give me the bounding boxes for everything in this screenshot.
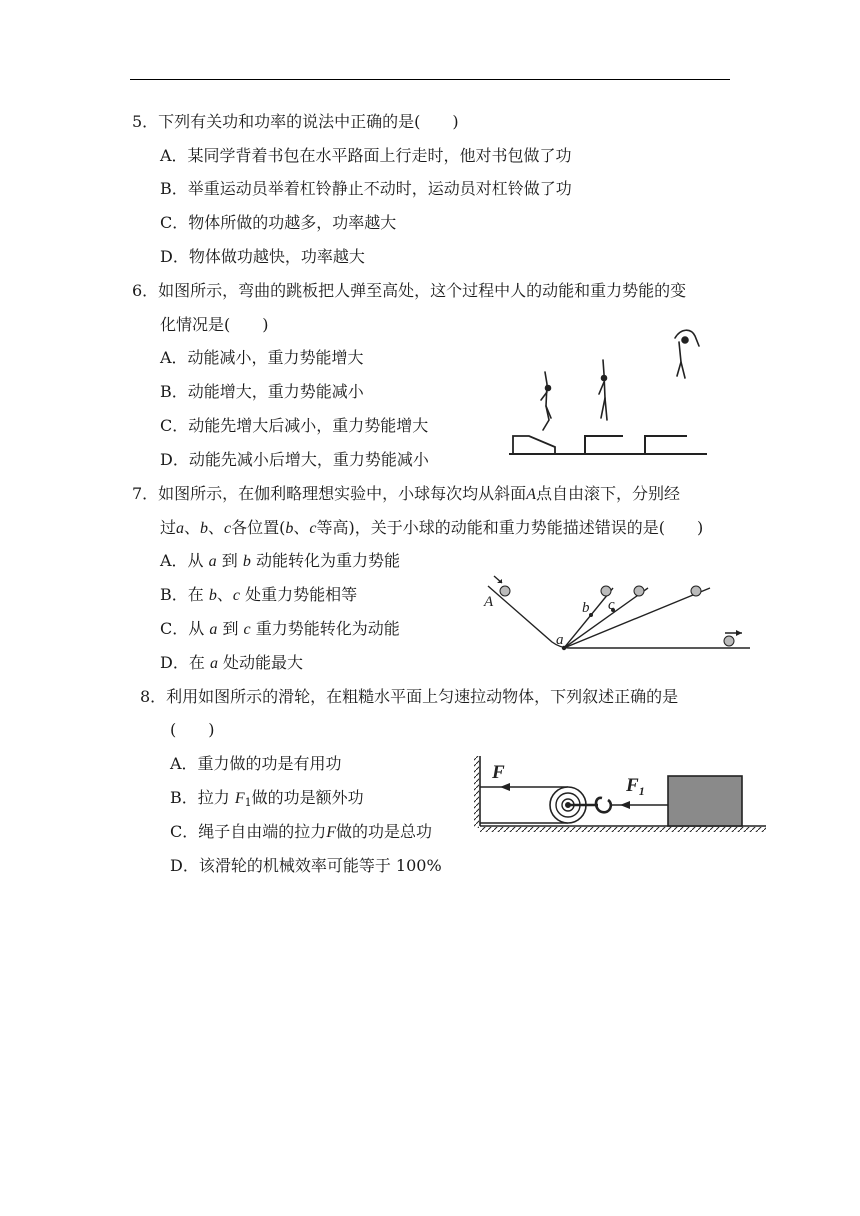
q7-c-mid: 到 [222, 619, 239, 638]
q7-var-b: b [200, 520, 209, 537]
ball-icon [500, 586, 510, 596]
q8-c-pre: C．绳子自由端的拉力 [170, 822, 327, 841]
diver-somersault-icon [675, 330, 699, 378]
fig-label-A: A [484, 594, 494, 610]
block-icon [668, 776, 742, 826]
q5-option-d: D．物体做功越快，功率越大 [160, 247, 365, 266]
q5-option-a: A．某同学背着书包在水平路面上行走时，他对书包做了功 [160, 146, 572, 165]
q7-stem-line1 [132, 484, 680, 505]
q7-option-d [160, 653, 303, 674]
q8-option-c [170, 822, 432, 843]
q8-option-b [170, 788, 364, 813]
header-rule [130, 79, 730, 80]
q7-a-pre: A．从 [160, 551, 204, 570]
q6-option-d: D．动能先减小后增大，重力势能减小 [160, 450, 429, 469]
q5-option-c: C．物体所做的功越多，功率越大 [160, 213, 397, 232]
fig-label-F1-main: F [626, 775, 639, 796]
q7-sep: 、 [216, 585, 233, 604]
pulley-figure [470, 752, 768, 834]
fig-label-F1 [625, 775, 645, 798]
q7-a-end: 动能转化为重力势能 [255, 551, 400, 570]
fig-label-b: b [582, 600, 590, 616]
q7-stem-line1-text: 7．如图所示，在伽利略理想实验中，小球每次均从斜面 [132, 484, 527, 503]
q5-option-b: B．举重运动员举着杠铃静止不动时，运动员对杠铃做了功 [160, 179, 572, 198]
q7-var-b: b [208, 587, 217, 604]
q7-c-end: 重力势能转化为动能 [255, 619, 400, 638]
q7-d-pre: D．在 [160, 653, 205, 672]
q7-sep: 、 [184, 518, 201, 537]
q6-option-b: B．动能增大，重力势能减小 [160, 382, 364, 401]
q6-stem-line2: 化情况是( ) [160, 315, 269, 334]
q7-var-c: c [224, 520, 232, 537]
q7-sep: 、 [208, 518, 225, 537]
q7-b-pre: B．在 [160, 585, 204, 604]
q7-stem-line1-end: 点自由滚下，分别经 [535, 484, 680, 503]
q7-stem-line2 [160, 518, 703, 539]
ball-icon [724, 636, 734, 646]
q8-c-end: 做的功是总功 [336, 822, 433, 841]
q7-sep: 、 [293, 518, 310, 537]
q6-option-a: A．动能减小，重力势能增大 [160, 348, 364, 367]
ball-icon [634, 586, 644, 596]
q8-option-d: D．该滑轮的机械效率可能等于 100% [170, 856, 442, 875]
q8-b-pre: B．拉力 [170, 788, 230, 807]
q8-var-F: F [326, 824, 337, 841]
q7-var-b: b [285, 520, 294, 537]
diver-bending-icon [541, 372, 551, 430]
q8-sub-1: 1 [244, 796, 252, 809]
q7-a-mid: 到 [221, 551, 238, 570]
q7-var-c: c [309, 520, 317, 537]
q7-var-a: a [176, 520, 185, 537]
q7-var-c: c [232, 587, 240, 604]
fig-label-c: c [608, 597, 615, 613]
q7-option-a [160, 551, 400, 572]
q7-option-b [160, 585, 357, 606]
springboard-diver-figure [505, 320, 725, 460]
q7-c-pre: C．从 [160, 619, 205, 638]
q6-stem-line1: 6．如图所示，弯曲的跳板把人弹至高处，这个过程中人的动能和重力势能的变 [132, 281, 687, 300]
q8-var-F: F [234, 790, 245, 807]
q7-stem2-pre: 过 [160, 518, 177, 537]
q7-b-end: 处重力势能相等 [245, 585, 358, 604]
q5-stem: 5．下列有关功和功率的说法中正确的是( ) [132, 112, 459, 131]
fig-label-F: F [492, 762, 505, 783]
q7-var-a: a [209, 655, 218, 672]
diver-rising-icon [599, 360, 607, 420]
ball-icon [601, 586, 611, 596]
q7-var-b: b [242, 553, 251, 570]
q7-stem2-mid: 各位置( [231, 518, 286, 537]
q6-option-c: C．动能先增大后减小，重力势能增大 [160, 416, 429, 435]
q8-stem-line1: 8．利用如图所示的滑轮，在粗糙水平面上匀速拉动物体，下列叙述正确的是 [140, 687, 679, 706]
q8-option-a: A．重力做的功是有用功 [170, 754, 342, 773]
q7-option-c [160, 619, 400, 640]
fig-label-F1-sub: 1 [638, 784, 645, 798]
ball-icon [691, 586, 701, 596]
q7-var-a: a [208, 553, 217, 570]
q7-stem2-end: 等高)，关于小球的动能和重力势能描述错误的是( ) [316, 518, 704, 537]
q8-b-end: 做的功是额外功 [251, 788, 364, 807]
hook-icon [596, 798, 611, 812]
q7-var-c: c [243, 621, 251, 638]
q7-var-a: a [209, 621, 218, 638]
q7-var-A: A [526, 486, 536, 503]
q7-d-end: 处动能最大 [223, 653, 304, 672]
q8-stem-line2: ( ) [170, 720, 215, 739]
galileo-ramp-figure [480, 570, 755, 655]
fig-label-a: a [556, 632, 564, 648]
